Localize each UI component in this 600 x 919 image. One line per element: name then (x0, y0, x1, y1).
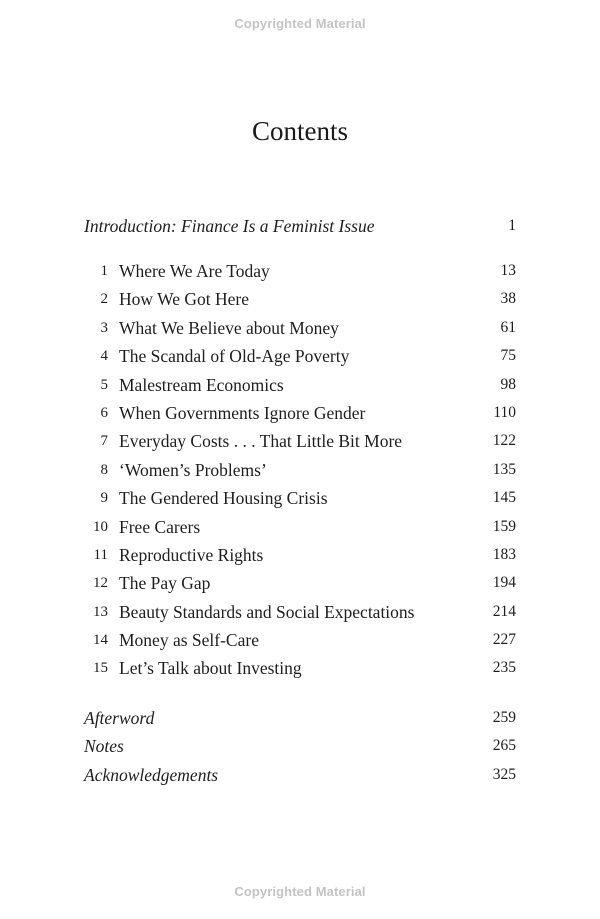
toc-entry-page: 259 (492, 709, 516, 726)
toc-chapter-row (84, 399, 516, 427)
toc-entry-introduction (84, 212, 516, 240)
toc-chapter-row (84, 654, 516, 682)
toc-entry-notes (84, 732, 516, 760)
chapter-page: 145 (492, 489, 516, 507)
toc-chapter-row (84, 257, 516, 285)
toc-chapter-row (84, 569, 516, 597)
toc-chapter-row (84, 513, 516, 541)
back-matter-list (84, 704, 516, 789)
chapter-page: 135 (492, 460, 516, 478)
chapter-title: Where We Are Today (119, 261, 270, 281)
toc-entry-afterword (84, 704, 516, 732)
toc-entry-label: Afterword (84, 708, 155, 728)
chapter-number: 14 (93, 632, 108, 649)
chapter-title: How We Got Here (119, 289, 249, 310)
copyright-watermark-bottom: Copyrighted Material (234, 884, 366, 899)
chapter-title: Reproductive Rights (119, 544, 264, 565)
chapter-title: ‘Women’s Problems’ (119, 459, 267, 480)
toc-entry-acknowledgements (84, 761, 516, 789)
chapter-number: 3 (100, 319, 108, 336)
chapter-number: 10 (93, 518, 108, 535)
toc-entry-label: Acknowledgements (84, 764, 219, 785)
copyright-watermark-top: Copyrighted Material (234, 16, 366, 31)
chapter-title: Money as Self-Care (119, 630, 259, 651)
toc-entry-page: 265 (492, 737, 516, 755)
front-matter-list (84, 212, 516, 240)
chapter-page: 214 (492, 602, 516, 620)
chapter-page: 122 (492, 432, 516, 450)
chapter-number: 8 (100, 461, 108, 478)
chapter-page: 98 (500, 375, 516, 393)
toc-chapter-row (84, 541, 516, 569)
chapter-number: 1 (100, 263, 108, 279)
chapter-page: 61 (500, 318, 516, 336)
chapter-page: 159 (492, 517, 516, 535)
toc-entry-page: 1 (508, 217, 516, 234)
chapter-number: 13 (93, 603, 108, 620)
chapter-number: 6 (100, 404, 108, 421)
chapter-page: 227 (492, 631, 516, 649)
toc-chapter-row (84, 598, 516, 626)
chapter-number: 2 (100, 291, 108, 308)
chapter-title: The Gendered Housing Crisis (119, 488, 328, 509)
toc-chapter-row (84, 456, 516, 484)
chapter-number: 9 (100, 490, 108, 507)
toc-entry-label: Notes (84, 736, 124, 757)
chapter-title: Malestream Economics (119, 374, 284, 395)
chapter-number: 11 (93, 546, 108, 563)
toc-chapter-row (84, 371, 516, 399)
chapter-title: What We Believe about Money (119, 317, 339, 338)
chapter-title: Free Carers (119, 516, 201, 537)
toc-entry-label: Introduction: Finance Is a Feminist Issue (84, 216, 375, 236)
chapter-title: Beauty Standards and Social Expectations (119, 601, 415, 622)
chapter-number: 4 (100, 348, 108, 365)
chapter-title: Let’s Talk about Investing (119, 658, 302, 679)
chapter-page: 13 (500, 262, 516, 279)
toc-chapter-row (84, 626, 516, 654)
chapter-list (84, 257, 516, 683)
toc-chapter-row (84, 427, 516, 455)
chapter-page: 194 (492, 574, 516, 592)
chapter-title: The Scandal of Old-Age Poverty (119, 346, 350, 367)
toc-chapter-row (84, 484, 516, 512)
toc-chapter-row (84, 342, 516, 370)
chapter-page: 38 (500, 290, 516, 308)
chapter-page: 110 (493, 403, 516, 421)
chapter-number: 7 (100, 433, 108, 450)
chapter-number: 12 (93, 575, 108, 592)
chapter-page: 75 (500, 347, 516, 365)
chapter-number: 5 (100, 376, 108, 393)
chapter-title: The Pay Gap (119, 573, 211, 594)
chapter-page: 235 (492, 659, 516, 677)
toc-entry-page: 325 (492, 765, 516, 783)
chapter-title: When Governments Ignore Gender (119, 402, 366, 423)
toc-chapter-row (84, 314, 516, 342)
page-title: Contents (251, 116, 348, 146)
chapter-page: 183 (492, 545, 516, 563)
toc-chapter-row (84, 285, 516, 313)
chapter-number: 15 (93, 660, 108, 677)
chapter-title: Everyday Costs . . . That Little Bit More (119, 431, 403, 452)
